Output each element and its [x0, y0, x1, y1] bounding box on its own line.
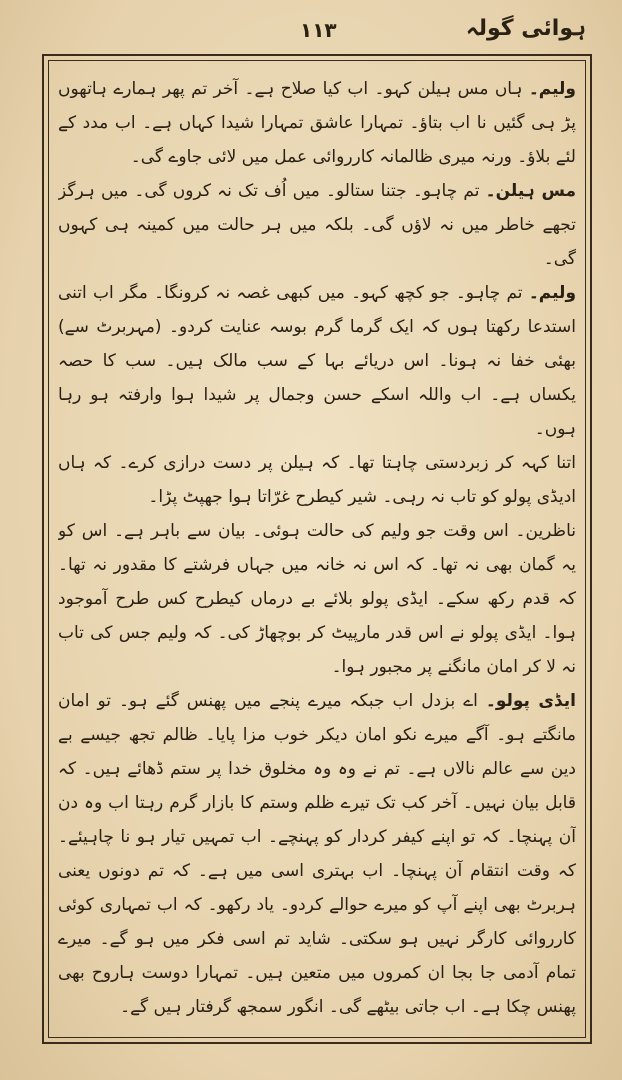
- paragraph-text: ہاں مس ہیلن کہو۔ اب کیا صلاح ہے۔ آخر تم پھر ہمارے ہاتھوں پڑ ہی گئیں نا اب بتاؤ۔ تمہارا عاشق تمہارا شیدا کہاں ہے۔ اب مدد کے لئے بلاؤ۔ ورنہ میری ظالمانہ کارروائی عمل میں لائی جاوے گی۔: [58, 79, 576, 167]
- text-body: [58, 72, 576, 1030]
- paragraph-text: ناظرین۔ اس وقت جو ولیم کی حالت ہوئی۔ بیان سے باہر ہے۔ اس کو یہ گمان بھی نہ تھا۔ کہ اس نہ خانہ میں جہاں فرشتے کا مقدور نہ تھا۔ کہ قدم رکھ سکے۔ ایڈی پولو بلائے بے درماں کیطرح کس طرح آموجود ہوا۔ ایڈی پولو نے اس قدر مارپیٹ کر بوچھاڑ کی۔ کہ ولیم جس کی تاب نہ لا کر امان مانگنے پر مجبور ہوا۔: [58, 521, 576, 677]
- speaker-name: ایڈی پولو۔: [485, 691, 576, 711]
- paragraph-text: اے بزدل اب جبکہ میرے پنجے میں پھنس گئے ہو۔ تو امان مانگتے ہو۔ آگے میرے نکو امان دیکر خوب مزا پایا۔ ظالم تجھ جیسے بے دین سے عالم نالاں ہے۔ تم نے وہ وہ مخلوق خدا پر ستم ڈھائے ہیں۔ کہ قابل بیان نہیں۔ آخر کب تک تیرے ظلم وستم کا بازار گرم رہتا اب وہ دن آن پہنچا۔ کہ تو اپنے کیفر کردار کو پہنچے۔ اب تمہیں تیار ہو نا چاہیئے۔ کہ وقت انتقام آن پہنچا۔ اب بہتری اسی میں ہے۔ کہ تم دونوں یعنی ہربرٹ بھی اپنے آپ کو میرے حوالے کردو۔ یاد رکھو۔ کہ اب تمہاری کوئی کارروائی کارگر نہیں ہو سکتی۔ شاید تم اسی فکر میں ہو گے۔ میرے تمام آدمی جا بجا ان کمروں میں متعین ہیں۔ تمہارا دوست ہاروح بھی پھنس چکا ہے۔ اب جاتی بیٹھے گی۔ انگور سمجھ گرفتار ہیں گے۔: [58, 691, 576, 1017]
- paragraph: [58, 684, 576, 1024]
- paragraph: [58, 174, 576, 276]
- page-number: ۱۱۳: [300, 18, 337, 42]
- paragraph: [58, 72, 576, 174]
- speaker-name: ولیم۔: [528, 79, 576, 99]
- paragraph: [58, 514, 576, 684]
- running-head: ہوائی گولہ: [465, 16, 586, 41]
- paragraph: [58, 276, 576, 446]
- paragraph: [58, 446, 576, 514]
- paragraph-text: اتنا کہہ کر زبردستی چاہتا تھا۔ کہ ہیلن پر دست درازی کرے۔ کہ ہاں ادیڈی پولو کو تاب نہ رہی۔ شیر کیطرح غرّاتا ہوا جھپٹ پڑا۔: [58, 453, 576, 507]
- speaker-name: ولیم۔: [528, 283, 576, 303]
- paragraph-text: تم چاہو۔ جتنا ستالو۔ میں اُف تک نہ کروں گی۔ میں ہرگز تجھے خاطر میں نہ لاؤں گی۔ بلکہ میں ہر حالت میں کمینہ ہی کہوں گی۔: [58, 181, 576, 269]
- page-header: [0, 16, 622, 52]
- speaker-name: مس ہیلن۔: [485, 181, 576, 201]
- paragraph-text: تم چاہو۔ جو کچھ کہو۔ میں کبھی غصہ نہ کرونگا۔ مگر اب اتنی استدعا رکھتا ہوں کہ ایک گرما گرم بوسہ عنایت کردو۔ (مہربرٹ سے) بھئی خفا نہ ہونا۔ اس دریائے بہا کے سب مالک ہیں۔ سب کا حصہ یکساں ہے۔ اب واللہ اسکے حسن وجمال پر شیدا ہوا وارفتہ ہو رہا ہوں۔: [58, 283, 576, 439]
